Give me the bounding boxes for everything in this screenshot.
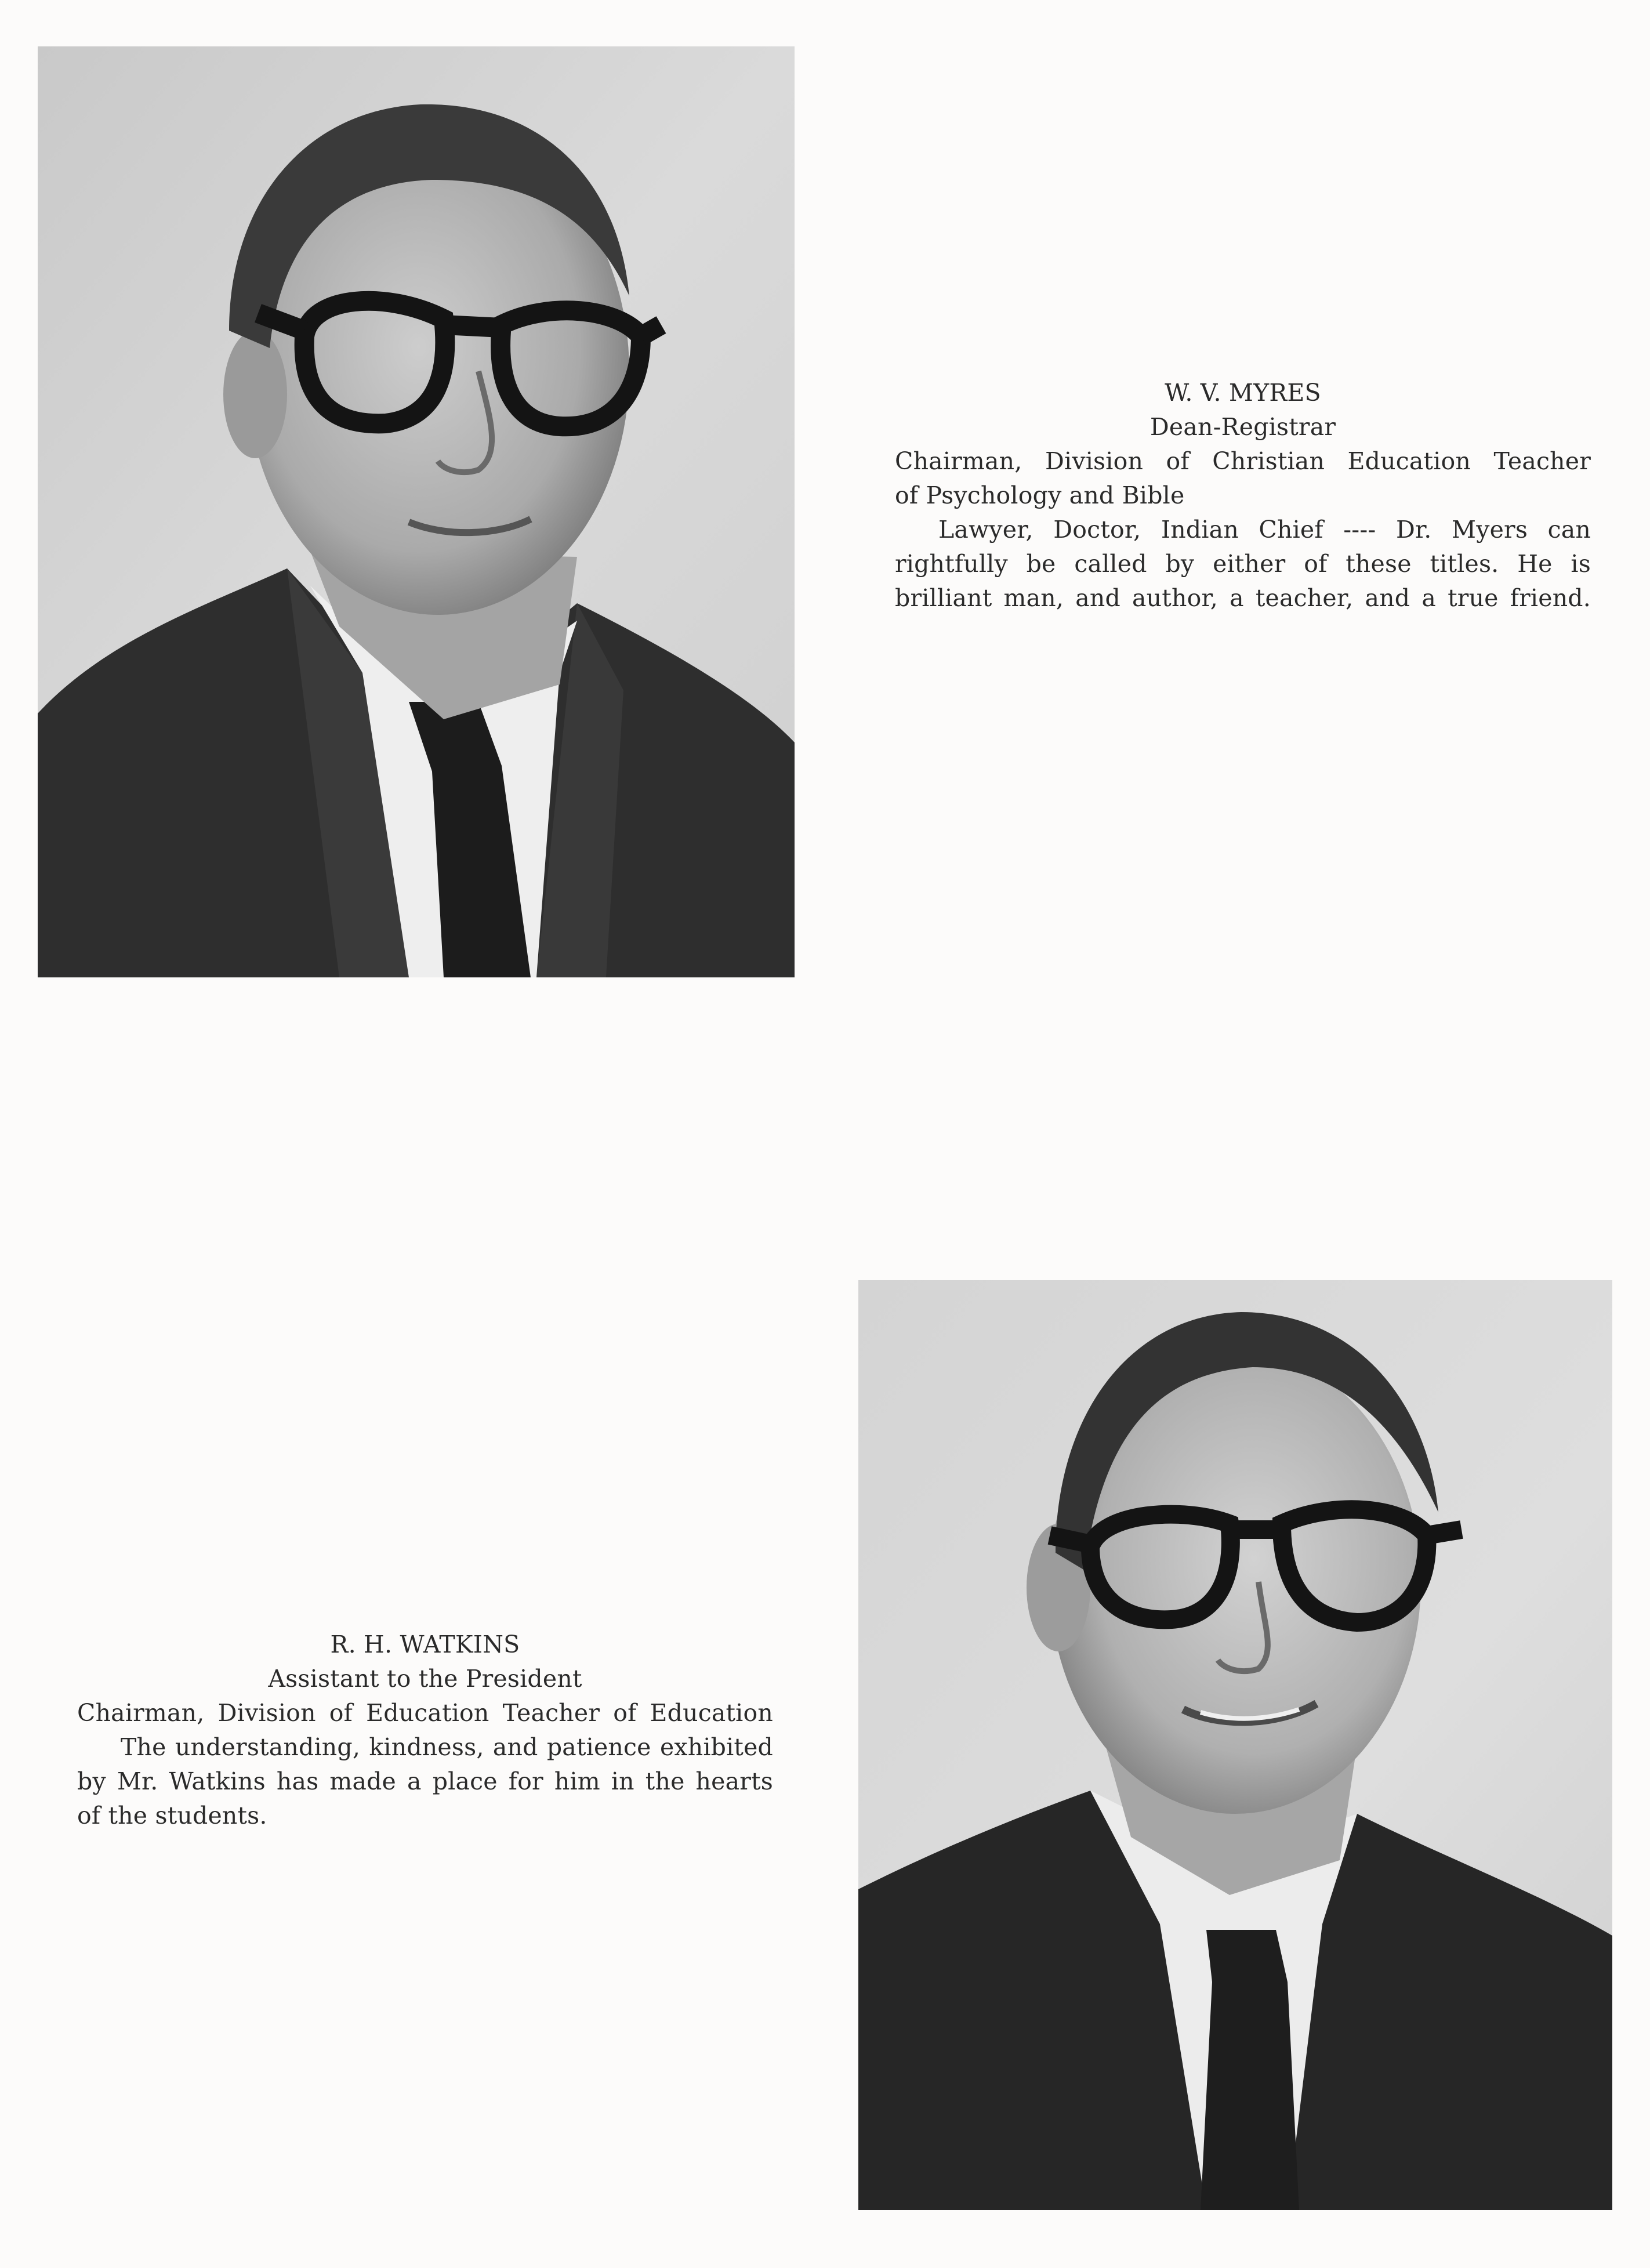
title-watkins: Assistant to the President	[268, 1665, 582, 1693]
division-myres-cont: of Psychology and Bible	[895, 481, 1185, 509]
bio-watkins-line-1: The understanding, kindness, and patience exhibited	[121, 1733, 773, 1761]
portrait-myres-image	[38, 46, 795, 977]
bio-watkins-line-2: by Mr. Watkins has made a place for him in the hearts	[77, 1767, 773, 1795]
name-myres: W. V. MYRES	[1165, 379, 1321, 407]
bio-myres-line-2: rightfully be called by either of these titles. He is	[895, 550, 1591, 578]
name-watkins: R. H. WATKINS	[330, 1631, 520, 1658]
title-myres: Dean-Registrar	[1149, 413, 1336, 441]
caption-myres	[895, 376, 1591, 615]
caption-watkins	[77, 1628, 773, 1833]
division-myres: Chairman, Division of Christian Education Teacher	[895, 447, 1591, 475]
division-watkins: Chairman, Division of Education Teacher of Education	[77, 1699, 773, 1727]
portrait-watkins-image	[858, 1280, 1612, 2210]
portrait-photo-myres	[38, 46, 795, 977]
bio-myres-line-3: brilliant man, and author, a teacher, and a true friend.	[895, 584, 1591, 612]
bio-myres-line-1: Lawyer, Doctor, Indian Chief ---- Dr. Myers can	[938, 516, 1591, 544]
portrait-photo-watkins	[858, 1280, 1612, 2210]
bio-watkins-line-3: of the students.	[77, 1802, 267, 1829]
